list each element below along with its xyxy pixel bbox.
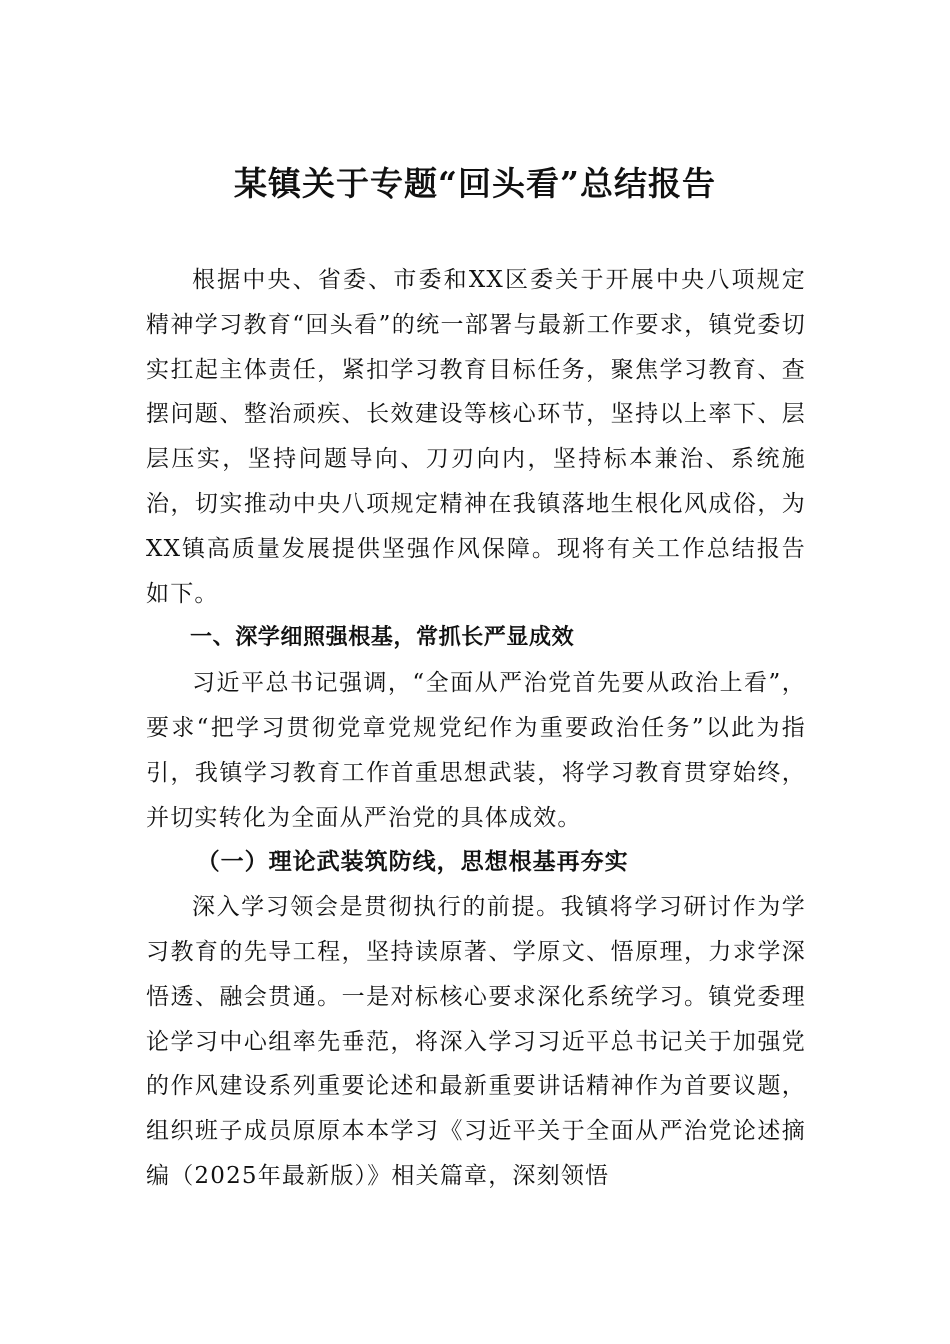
subsection-1-paragraph: 深入学习领会是贯彻执行的前提。我镇将学习研讨作为学习教育的先导工程，坚持读原著、学原文、悟原理，力求学深悟透、融会贯通。一是对标核心要求深化系统学习。镇党委理论学习中心组率先垂范，将深入学习习近平总书记关于加强党的作风建设系列重要论述和最新重要讲话精神作为首要议题，组织班子成员原原本本学习《习近平关于全面从严治党论述摘编（2025年最新版）》相关篇章，深刻领悟 [146, 894, 806, 1189]
subsection-1-heading: （一）理论武装筑防线，思想根基再夯实 [196, 848, 629, 876]
intro-paragraph: 根据中央、省委、市委和XX区委关于开展中央八项规定精神学习教育“回头看”的统一部署与最新工作要求，镇党委切实扛起主体责任，紧扣学习教育目标任务，聚焦学习教育、查摆问题、整治顽疾、长效建设等核心环节，坚持以上率下、层层压实，坚持问题导向、刀刃向内，坚持标本兼治、系统施治，切实推动中央八项规定精神在我镇落地生根化风成俗，为XX镇高质量发展提供坚强作风保障。现将有关工作总结报告如下。 [146, 267, 806, 607]
document-body [146, 258, 806, 1199]
section-1-heading: 一、深学细照强根基，常抓长严显成效 [190, 625, 575, 651]
document-title: 某镇关于专题“回头看”总结报告 [234, 164, 716, 203]
section-1-paragraph: 习近平总书记强调，“全面从严治党首先要从政治上看”，要求“把学习贯彻党章党规党纪作为重要政治任务”以此为指引，我镇学习教育工作首重思想武装，将学习教育贯穿始终，并切实转化为全面从严治党的具体成效。 [146, 670, 806, 831]
